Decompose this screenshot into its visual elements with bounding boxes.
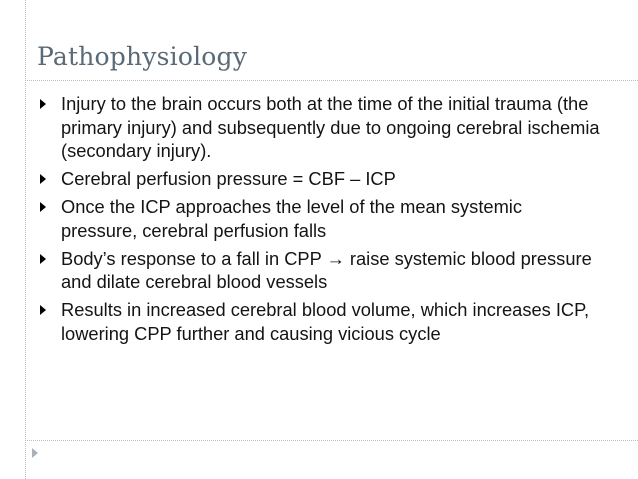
bullet-list — [40, 92, 600, 350]
bullet-text: Injury to the brain occurs both at the time of the initial trauma (the primary injury) and subsequently due to ongoing cerebral ischemia (secondary injury). — [61, 93, 600, 161]
bullet-item — [40, 247, 600, 294]
bullet-item — [40, 195, 600, 242]
triangle-right-icon — [40, 174, 46, 184]
triangle-right-icon — [40, 99, 46, 109]
footer-divider — [25, 440, 638, 441]
bullet-text: Body’s response to a fall in CPP → raise systemic blood pressure and dilate cerebral blood vessels — [61, 247, 592, 292]
bullet-item — [40, 298, 600, 345]
slide-title: Pathophysiology — [37, 42, 248, 71]
next-slide-icon[interactable] — [32, 448, 38, 458]
bullet-text: Once the ICP approaches the level of the mean systemic pressure, cerebral perfusion falls — [61, 196, 523, 241]
title-divider — [25, 80, 638, 81]
left-divider — [25, 0, 26, 479]
bullet-text: Results in increased cerebral blood volume, which increases ICP, lowering CPP further and causing vicious cycle — [61, 299, 590, 344]
triangle-right-icon — [40, 305, 46, 315]
bullet-text: Cerebral perfusion pressure = CBF – ICP — [61, 168, 396, 189]
bullet-item — [40, 167, 600, 191]
triangle-right-icon — [40, 202, 46, 212]
bullet-item — [40, 92, 600, 163]
triangle-right-icon — [40, 254, 46, 264]
